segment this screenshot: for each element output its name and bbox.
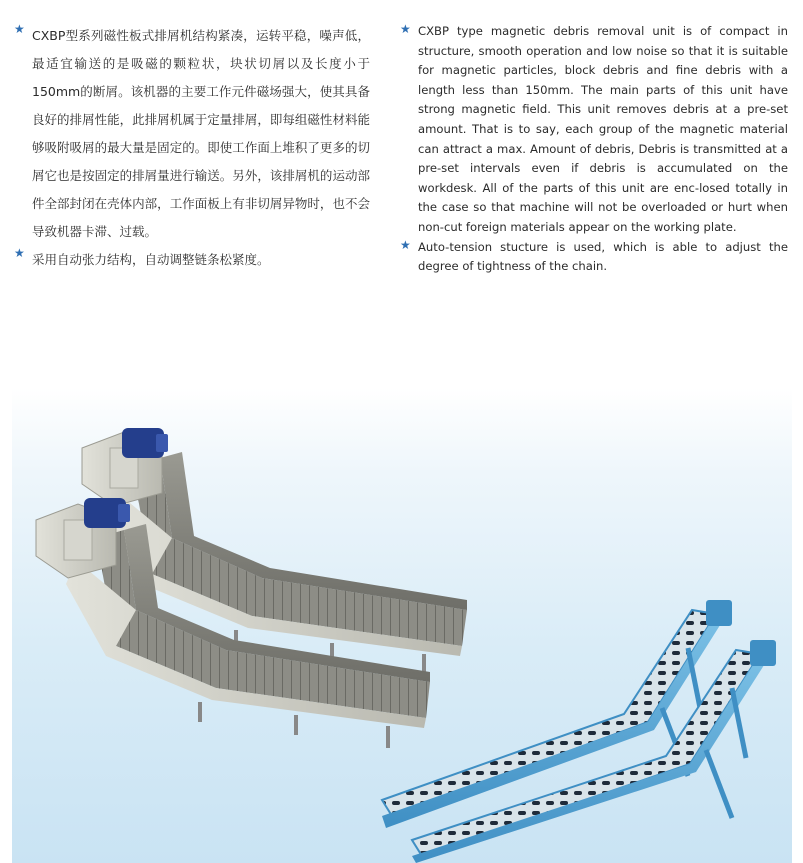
en-bullet-2-text: Auto-tension stucture is used, which is able to adjust the degree of tightness of the chain. <box>418 239 788 274</box>
star-bullet-icon: ★ <box>400 237 411 252</box>
en-bullet-2 <box>400 238 788 277</box>
star-bullet-icon: ★ <box>400 22 411 36</box>
chinese-description <box>14 22 370 274</box>
cn-bullet-1 <box>14 22 370 246</box>
cn-bullet-2 <box>14 246 370 274</box>
en-bullet-1-text: CXBP type magnetic debris removal unit is of compact in structure, smooth operation and low noise so that it is suitable for magnetic particles, block debris and fine debris with a length less than 150mm. The main parts of this unit have strong magnetic field. This unit removes debris at a pre-set amount. That is to say, each group of the magnetic material can attract a max. Amount of debris, Debris is transmitted at a pre-set intervals even if debris is accumulated on the workdesk. All of the parts of this unit are enc-losed totally in the case so that machine will not be overloaded or hurt when non-cut foreign materials appear on the working plate. <box>418 24 788 234</box>
conveyor-illustration <box>12 388 792 863</box>
product-photo <box>12 388 792 863</box>
star-bullet-icon: ★ <box>14 246 25 260</box>
cn-bullet-1-text: CXBP型系列磁性板式排屑机结构紧凑，运转平稳，噪声低，最适宜输送的是吸磁的颗粒状，块状切屑以及长度小于150mm的断屑。该机器的主要工作元件磁场强大，使其具备良好的排屑性能，此排屑机属于定量排屑，即每组磁性材料能够吸附吸屑的最大量是固定的。即使工作面上堆积了更多的切屑它也是按固定的排屑量进行输送。另外，该排屑机的运动部件全部封闭在壳体内部，工作面板上有非切屑异物时，也不会导致机器卡滞、过载。 <box>32 28 370 239</box>
english-description <box>400 22 788 277</box>
cn-bullet-2-text: 采用自动张力结构，自动调整链条松紧度。 <box>32 252 270 267</box>
star-bullet-icon: ★ <box>14 22 25 36</box>
en-bullet-1 <box>400 22 788 238</box>
